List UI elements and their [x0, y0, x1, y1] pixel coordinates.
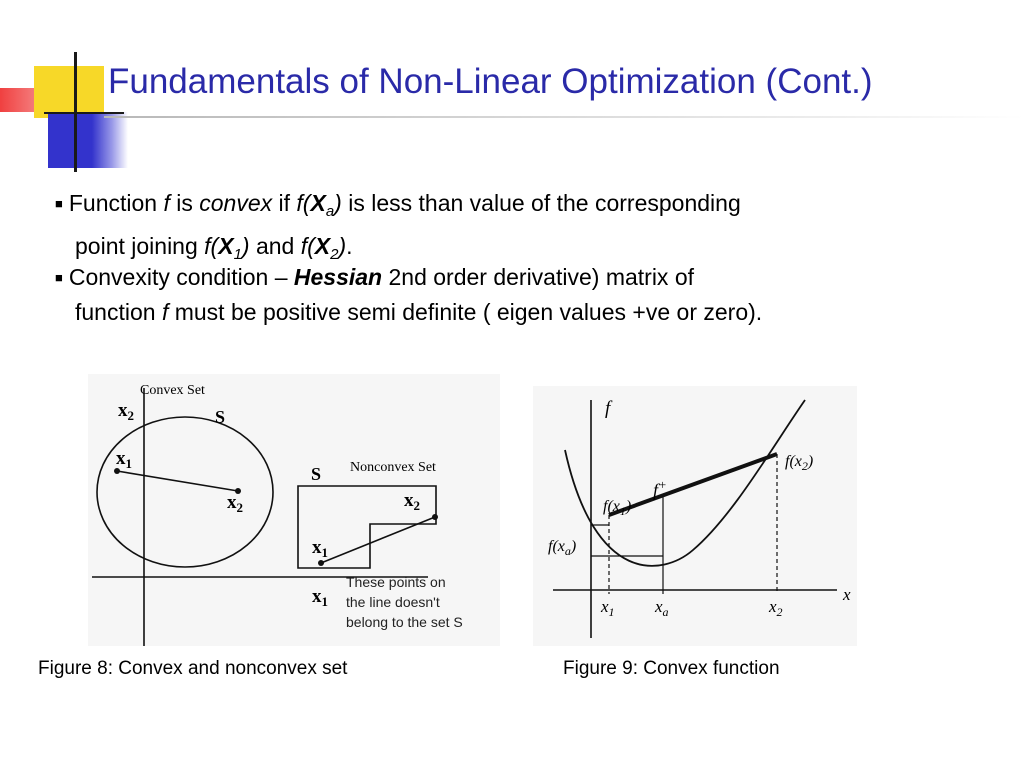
f-axis-label: f	[605, 398, 611, 419]
fx1-label: $f(x_1)$	[603, 498, 632, 518]
fxa-label: $f(x_a)$	[548, 538, 577, 558]
convex-x1-label: $x_1$	[116, 448, 132, 471]
bullet-convexity-condition: ■ Convexity condition – Hessian 2nd order derivative) matrix of function f must be positive semi definite ( eigen values +ve or zero).	[55, 264, 763, 325]
annotation-line-1: These points on	[346, 574, 446, 590]
f-plus-label: f+	[653, 477, 667, 500]
bullet-marker-icon: ■	[55, 196, 63, 211]
title-underline	[104, 116, 1024, 118]
x-axis-label: x	[843, 585, 851, 604]
annotation-line-3: belong to the set S	[346, 614, 463, 630]
accent-yellow-square	[34, 66, 104, 118]
convex-set-label: Convex Set	[140, 383, 205, 398]
accent-blue-square	[48, 112, 128, 168]
bullet-convex-definition: ■ Function f is convex if $f(X_a)$ is less than value of the corresponding point joining $f(X_1)$ and $f(X_2)$.	[55, 190, 741, 263]
figure-convex-function	[533, 386, 857, 646]
page-title: Fundamentals of Non-Linear Optimization (Cont.)	[108, 62, 873, 101]
fx2-label: $f(x_2)$	[785, 453, 814, 473]
convex-x2-label: $x_2$	[227, 492, 243, 515]
nonconvex-point-x2	[432, 514, 438, 520]
fig8-axis-x2-label: $x_2$	[118, 400, 134, 423]
bullet-marker-icon: ■	[55, 270, 63, 285]
xa-tick-label: $x_a$	[655, 597, 669, 619]
caption-figure-8: Figure 8: Convex and nonconvex set	[38, 658, 348, 679]
figure-convex-nonconvex-set	[88, 374, 500, 646]
nonconvex-x2-label: $x_2$	[404, 490, 420, 513]
x1-tick-label: $x_1$	[601, 597, 615, 619]
nonconvex-set-label: Nonconvex Set	[350, 460, 436, 475]
annotation-line-2: the line doesn't	[346, 594, 440, 610]
caption-figure-9: Figure 9: Convex function	[563, 658, 780, 679]
x2-tick-label: $x_2$	[769, 597, 783, 619]
nonconvex-x1-label: $x_1$	[312, 537, 328, 560]
nonconvex-point-x1	[318, 560, 324, 566]
fig8-axis-x1-label: $x_1$	[312, 586, 328, 609]
nonconvex-s-label: S	[311, 464, 322, 484]
figure-background	[533, 386, 857, 646]
accent-horizontal-line	[44, 112, 124, 114]
convex-s-label: S	[215, 407, 226, 427]
